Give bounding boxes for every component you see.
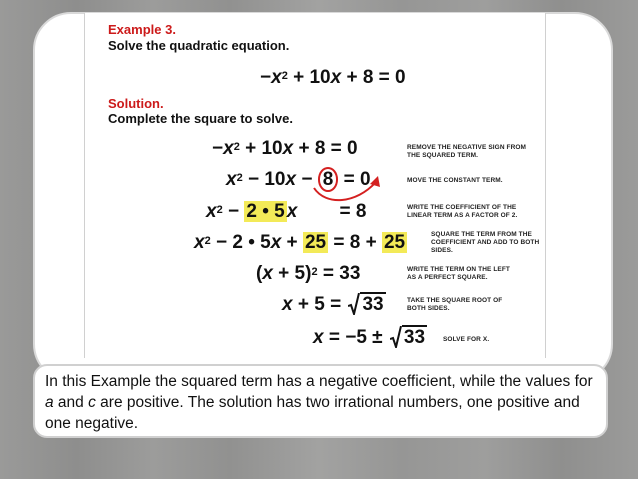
step-2-equation: $x^2 - 10x - 8 = 0$	[226, 169, 371, 190]
step-6-equation: x + 5 = 33	[282, 294, 384, 315]
step-4-equation: $x^2 - 2$ • 5x + 25 = 8 + 25	[194, 232, 406, 253]
caption-box	[33, 364, 608, 438]
step-5-equation: $(x + 5)^2 = 33$	[256, 263, 361, 284]
given-equation: $-x^2 + 10x + 8 = 0$	[260, 67, 406, 88]
move-constant-arrow	[306, 158, 386, 208]
step-2-note: MOVE THE CONSTANT TERM.	[407, 177, 503, 184]
step-1-note: REMOVE THE NEGATIVE SIGN FROM THE SQUARED TERM.	[407, 144, 527, 159]
solution-title: Solution.	[108, 96, 164, 111]
solution-instruction: Complete the square to solve.	[108, 111, 293, 126]
caption-text: In this Example the squared term has a negative coefficient, while the values for a and c are positive. The solution has two irrational numbers, one positive and one negative.	[45, 373, 593, 432]
step-1-equation: $-x^2 + 10x + 8 = 0$	[212, 138, 358, 159]
step-3-equation: $x^2 - 2$ • 5 x = 8	[206, 201, 367, 222]
step-7-equation: x = −5 ± 33	[313, 327, 426, 348]
step-5-note: WRITE THE TERM ON THE LEFT AS A PERFECT SQUARE.	[407, 266, 510, 281]
step-4-note: SQUARE THE TERM FROM THE COEFFICIENT AND ADD TO BOTH SIDES.	[431, 231, 540, 254]
step-7-note: SOLVE FOR X.	[443, 336, 490, 343]
step-6-note: TAKE THE SQUARE ROOT OF BOTH SIDES.	[407, 297, 503, 312]
example-title: Example 3.	[108, 22, 176, 37]
example-instruction: Solve the quadratic equation.	[108, 38, 290, 53]
step-3-note: WRITE THE COEFFICIENT OF THE LINEAR TERM AS A FACTOR OF 2.	[407, 204, 518, 219]
